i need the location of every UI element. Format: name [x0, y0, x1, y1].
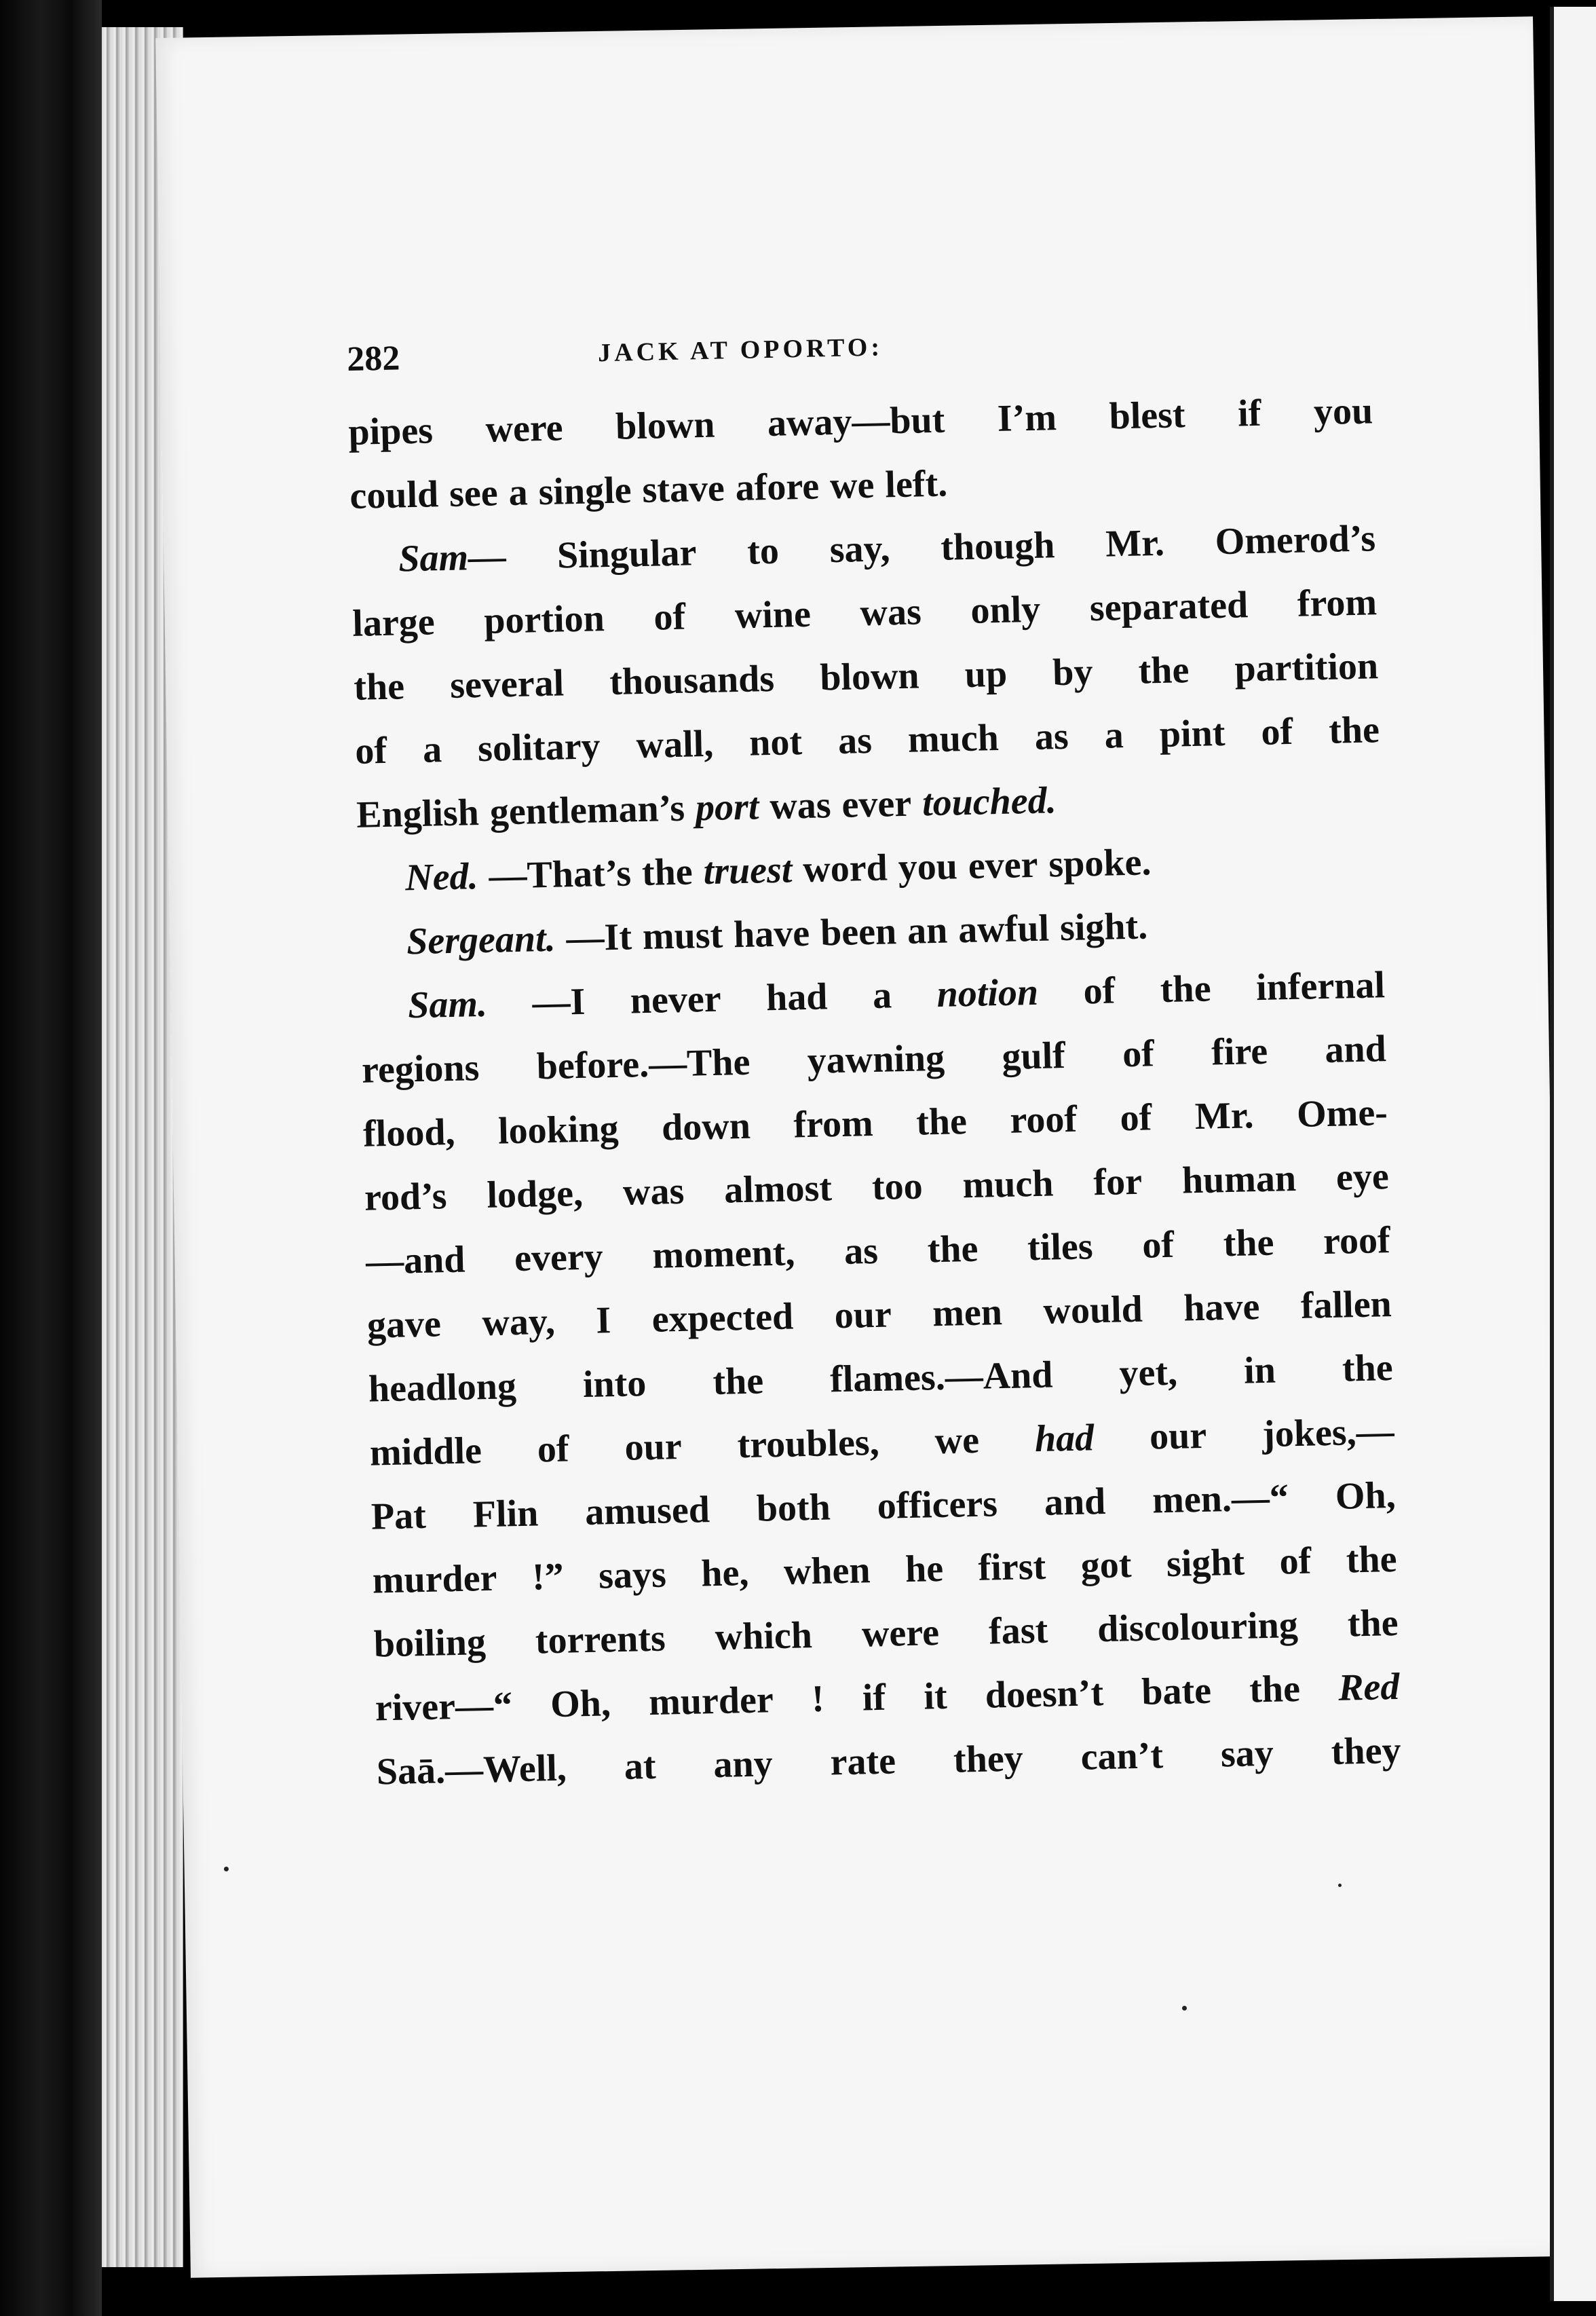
word: only — [970, 588, 1041, 632]
italic-word: Sam— — [398, 536, 507, 580]
word: boiling — [373, 1621, 487, 1666]
word: thousands — [609, 657, 775, 703]
word: the — [1328, 709, 1380, 752]
page-number: 282 — [346, 339, 400, 379]
word: it — [923, 1675, 948, 1718]
running-title: JACK AT OPORTO: — [597, 333, 884, 368]
word: —and — [365, 1238, 466, 1283]
word: a — [1104, 714, 1124, 757]
word: jokes,— — [1261, 1411, 1395, 1456]
body-text — [348, 379, 1402, 1804]
word: men — [932, 1291, 1003, 1335]
word: tiles — [1027, 1225, 1094, 1269]
word: blest — [1108, 394, 1186, 438]
word: as — [1034, 715, 1069, 758]
word: portion — [483, 597, 605, 642]
word: away—but — [767, 398, 945, 445]
word: our — [624, 1425, 683, 1469]
book-binding — [0, 0, 102, 2316]
word: say — [1220, 1732, 1274, 1776]
word: first — [978, 1545, 1046, 1589]
word: —I — [531, 980, 586, 1024]
word: he — [905, 1547, 944, 1591]
ink-speck — [224, 1867, 229, 1871]
word: Singular — [556, 531, 697, 577]
word: both — [756, 1486, 831, 1530]
word: Saā.—Well, — [376, 1747, 567, 1793]
ink-speck — [1338, 1884, 1342, 1887]
word: and — [1324, 1028, 1387, 1072]
word: fire — [1211, 1030, 1268, 1074]
word: from — [1297, 581, 1378, 625]
word: much — [907, 716, 1000, 761]
word: roof — [1009, 1098, 1078, 1142]
word: Mr. — [1194, 1094, 1255, 1138]
word: they — [1331, 1729, 1402, 1774]
word: if — [1237, 392, 1262, 435]
word: was — [622, 1170, 685, 1214]
word: the — [712, 1360, 764, 1404]
word: eye — [1335, 1155, 1390, 1199]
word: partition — [1234, 645, 1379, 690]
word: amused — [584, 1489, 710, 1534]
word: they — [953, 1737, 1024, 1781]
italic-word: touched. — [922, 779, 1057, 825]
word: if — [862, 1676, 886, 1719]
word: for — [1092, 1160, 1143, 1204]
word: I’m — [997, 396, 1057, 440]
word: several — [449, 662, 565, 707]
word: ever — [968, 843, 1039, 887]
word: bate — [1141, 1669, 1212, 1713]
word: before.—The — [536, 1041, 751, 1088]
word: awful — [957, 907, 1050, 952]
word: left. — [884, 462, 948, 506]
italic-word: Sam. — [407, 982, 488, 1027]
facing-page-edge — [1550, 7, 1596, 2301]
word: yet, — [1118, 1351, 1178, 1395]
word: had — [765, 975, 829, 1020]
word: wine — [734, 593, 812, 637]
word: solitary — [477, 725, 601, 770]
word: Ome- — [1296, 1091, 1388, 1136]
word: gentleman’s — [489, 787, 685, 834]
word: our — [834, 1293, 892, 1337]
word: single — [537, 469, 632, 514]
page-text — [346, 297, 1401, 1804]
word: say, — [829, 527, 891, 572]
word: can’t — [1080, 1734, 1164, 1778]
word: I — [595, 1299, 611, 1342]
word: regions — [361, 1047, 480, 1091]
word: large — [352, 601, 436, 645]
word: an — [907, 909, 948, 952]
word: expected — [651, 1295, 794, 1341]
word: up — [964, 652, 1008, 696]
word: the — [1160, 967, 1212, 1011]
italic-word: truest — [702, 848, 793, 893]
word: of — [1122, 1032, 1155, 1076]
word: of — [1260, 710, 1293, 753]
word: we — [934, 1419, 980, 1463]
word: blown — [819, 654, 920, 699]
word: the — [927, 1227, 979, 1271]
word: middle — [369, 1430, 482, 1474]
word: river—“ — [375, 1684, 513, 1730]
word: lodge, — [486, 1172, 584, 1216]
word: the — [1347, 1601, 1399, 1645]
word: any — [712, 1742, 774, 1787]
word: of — [354, 729, 387, 772]
word: pipes — [347, 409, 434, 453]
word: ever — [841, 782, 912, 826]
italic-word: Red — [1337, 1665, 1401, 1709]
word: too — [871, 1165, 924, 1209]
word: gave — [366, 1303, 442, 1347]
word: into — [582, 1362, 647, 1406]
word: men.—“ — [1152, 1476, 1289, 1522]
word: must — [642, 914, 723, 958]
word: never — [630, 977, 722, 1022]
word: —It — [565, 916, 632, 960]
word: the — [353, 665, 405, 709]
word: see — [449, 472, 499, 515]
word: every — [514, 1235, 604, 1280]
word: spoke. — [1048, 841, 1152, 886]
word: were — [861, 1611, 940, 1656]
word: pint — [1159, 712, 1226, 756]
word: the — [1346, 1537, 1398, 1582]
word: which — [715, 1614, 813, 1659]
word: the — [1249, 1668, 1301, 1711]
word: at — [624, 1744, 657, 1788]
word: moment, — [651, 1231, 796, 1277]
word: to — [746, 529, 780, 573]
word: fast — [988, 1609, 1048, 1653]
word: of — [537, 1427, 570, 1471]
word: way, — [481, 1300, 556, 1345]
word: you — [898, 845, 958, 889]
word: word — [802, 846, 888, 891]
word: !” — [531, 1555, 565, 1599]
word: he, — [700, 1551, 750, 1595]
word: our — [1149, 1414, 1207, 1458]
word: a — [872, 974, 892, 1017]
italic-word: had — [1034, 1417, 1095, 1461]
italic-word: port — [695, 785, 759, 829]
word: says — [598, 1553, 667, 1597]
word: Omerod’s — [1215, 517, 1376, 563]
word: by — [1052, 651, 1094, 694]
word: got — [1080, 1544, 1133, 1587]
word: though — [940, 524, 1056, 569]
word: sight. — [1059, 905, 1148, 950]
word: murder — [648, 1679, 774, 1724]
word: blown — [615, 403, 716, 448]
word: Oh, — [550, 1682, 611, 1726]
word: rate — [830, 1740, 896, 1784]
word: Oh, — [1335, 1474, 1396, 1518]
word: stave — [641, 467, 725, 511]
word: been — [820, 910, 897, 954]
word: discolouring — [1097, 1604, 1299, 1651]
word: was — [859, 591, 922, 635]
word: were — [484, 407, 564, 451]
word: of — [1279, 1539, 1312, 1583]
word: of — [1141, 1223, 1175, 1267]
italic-word: Ned. — [404, 855, 479, 899]
word: a — [422, 728, 442, 771]
word: officers — [877, 1482, 998, 1527]
word: was — [769, 784, 832, 828]
word: ! — [811, 1677, 825, 1721]
word: headlong — [368, 1365, 517, 1411]
word: doesn’t — [985, 1672, 1104, 1717]
ink-speck — [1182, 2006, 1187, 2011]
word: human — [1181, 1157, 1297, 1202]
word: the — [1223, 1221, 1275, 1265]
word: of — [1119, 1096, 1152, 1140]
word: the — [1138, 649, 1190, 692]
word: in — [1243, 1349, 1276, 1392]
word: rod’s — [364, 1175, 448, 1219]
word: almost — [723, 1167, 833, 1212]
italic-word: notion — [936, 971, 1039, 1015]
word: afore — [735, 465, 820, 510]
word: the — [1342, 1347, 1394, 1390]
word: much — [962, 1162, 1054, 1207]
word: and — [1044, 1480, 1106, 1524]
word: roof — [1323, 1219, 1391, 1263]
word: the — [915, 1100, 968, 1144]
word: from — [793, 1102, 874, 1146]
word: torrents — [535, 1617, 666, 1662]
word: not — [748, 721, 803, 764]
word: of — [653, 595, 686, 639]
word: —That’s — [488, 852, 632, 897]
word: separated — [1089, 584, 1249, 630]
word: flood, — [362, 1110, 456, 1155]
word: murder — [372, 1556, 498, 1602]
word: of — [1083, 969, 1116, 1013]
word: when — [783, 1549, 871, 1593]
word: have — [733, 912, 810, 956]
word: the — [641, 851, 694, 895]
word: flames.—And — [829, 1353, 1054, 1401]
word: looking — [497, 1107, 620, 1153]
word: wall, — [636, 722, 714, 767]
word: we — [829, 464, 875, 508]
word: you — [1313, 390, 1373, 434]
word: Flin — [472, 1492, 539, 1536]
word: sight — [1166, 1541, 1245, 1586]
word: yawning — [807, 1036, 945, 1082]
word: a — [508, 471, 529, 515]
word: have — [1183, 1286, 1261, 1330]
word: Pat — [370, 1494, 427, 1538]
word: down — [661, 1104, 751, 1149]
word: gulf — [1001, 1034, 1066, 1078]
word: infernal — [1255, 964, 1386, 1009]
word: fallen — [1300, 1283, 1392, 1327]
word: English — [356, 791, 480, 836]
word: could — [349, 473, 439, 517]
word: would — [1042, 1288, 1143, 1332]
word: as — [843, 1229, 879, 1273]
word: Mr. — [1105, 521, 1165, 565]
word: as — [837, 719, 873, 762]
word: troubles, — [736, 1421, 880, 1467]
italic-word: Sergeant. — [406, 917, 556, 963]
